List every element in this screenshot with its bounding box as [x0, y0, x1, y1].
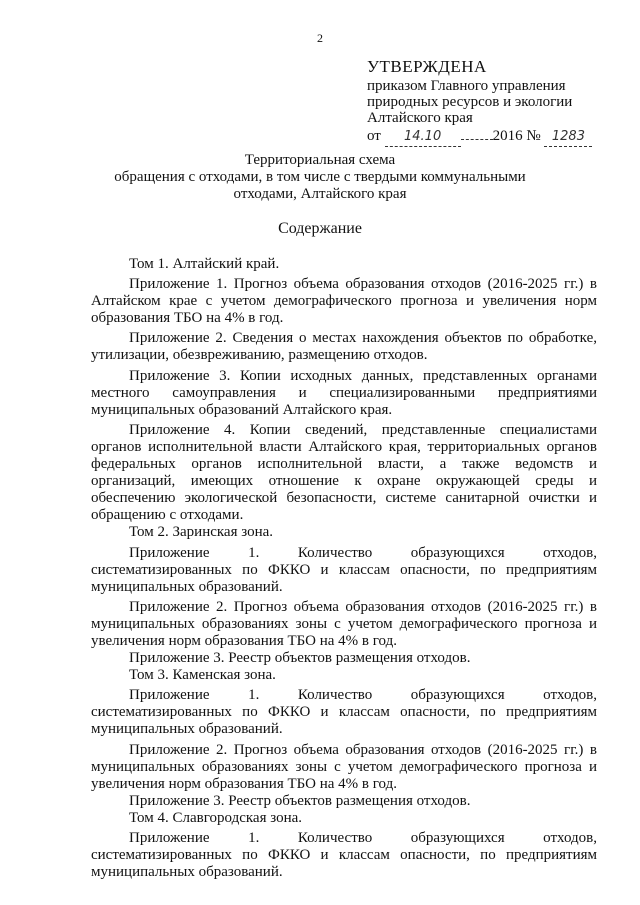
document-title [0, 152, 640, 203]
appendix-item: Приложение 1. Количество образующихся отходов, систематизированных по ФККО и классам опасности, по предприятиям муниципальных образований. [91, 830, 597, 881]
appendix-item: Приложение 2. Прогноз объема образования отходов (2016-2025 гг.) в муниципальных образованиях зоны с учетом демографического прогноза и увеличения норм образования ТБО на 4% в год. [91, 598, 597, 649]
approval-date-line [367, 127, 617, 147]
contents-heading: Содержание [278, 220, 362, 237]
approval-line: природных ресурсов и экологии [367, 94, 573, 110]
page-number: 2 [317, 31, 323, 45]
appendix-item: Приложение 2. Прогноз объема образования отходов (2016-2025 гг.) в муниципальных образованиях зоны с учетом демографического прогноза и увеличения норм образования ТБО на 4% в год. [91, 741, 597, 792]
approval-heading: УТВЕРЖДЕНА [367, 57, 487, 76]
appendix-item: Приложение 3. Копии исходных данных, представленных органами местного самоуправления и специализированными предприятиями муниципальных образований Алтайского края. [91, 367, 597, 418]
title-line: отходами, Алтайского края [233, 186, 407, 202]
approval-line: приказом Главного управления [367, 78, 566, 94]
volume-heading: Том 4. Славгородская зона. [129, 809, 302, 826]
appendix-item: Приложение 1. Количество образующихся отходов, систематизированных по ФККО и классам опасности, по предприятиям муниципальных образований. [91, 687, 597, 738]
appendix-item: Приложение 2. Сведения о местах нахождения объектов по обработке, утилизации, обезвреживанию, размещению отходов. [91, 330, 597, 364]
approval-line: Алтайского края [367, 110, 473, 126]
number-sign: № [526, 128, 541, 144]
volume-heading: Том 2. Заринская зона. [129, 524, 274, 541]
appendix-item: Приложение 4. Копии сведений, представленные специалистами органов исполнительной власти Алтайского края, территориальных органов федеральных органов исполнительной власти, а также ведомств и организаций, имеющих отношение к охране окружающей среды и обеспечению экологической безопасности, системе санитарной очистки и обращению с отходами. [91, 421, 597, 524]
title-line: обращения с отходами, в том числе с твердыми коммунальными [114, 169, 526, 185]
date-prefix: от [367, 128, 381, 144]
number-blank [544, 127, 592, 147]
appendix-item: Приложение 1. Прогноз объема образования отходов (2016-2025 гг.) в Алтайском крае с учетом демографического прогноза и увеличения норм образования ТБО на 4% в год. [91, 276, 597, 327]
handwritten-date: 14.10 [404, 129, 442, 144]
appendix-item: Приложение 1. Количество образующихся отходов, систематизированных по ФККО и классам опасности, по предприятиям муниципальных образований. [91, 544, 597, 595]
date-blank-tail [461, 139, 493, 140]
handwritten-number: 1283 [551, 129, 585, 144]
date-blank [385, 127, 461, 147]
contents-body [91, 256, 597, 881]
approval-block [367, 56, 617, 147]
title-line: Территориальная схема [244, 152, 396, 168]
appendix-item: Приложение 3. Реестр объектов размещения отходов. [129, 650, 471, 667]
volume-heading: Том 3. Каменская зона. [129, 667, 276, 684]
appendix-item: Приложение 3. Реестр объектов размещения отходов. [129, 792, 471, 809]
year: 2016 [492, 128, 523, 144]
volume-heading: Том 1. Алтайский край. [129, 256, 280, 272]
